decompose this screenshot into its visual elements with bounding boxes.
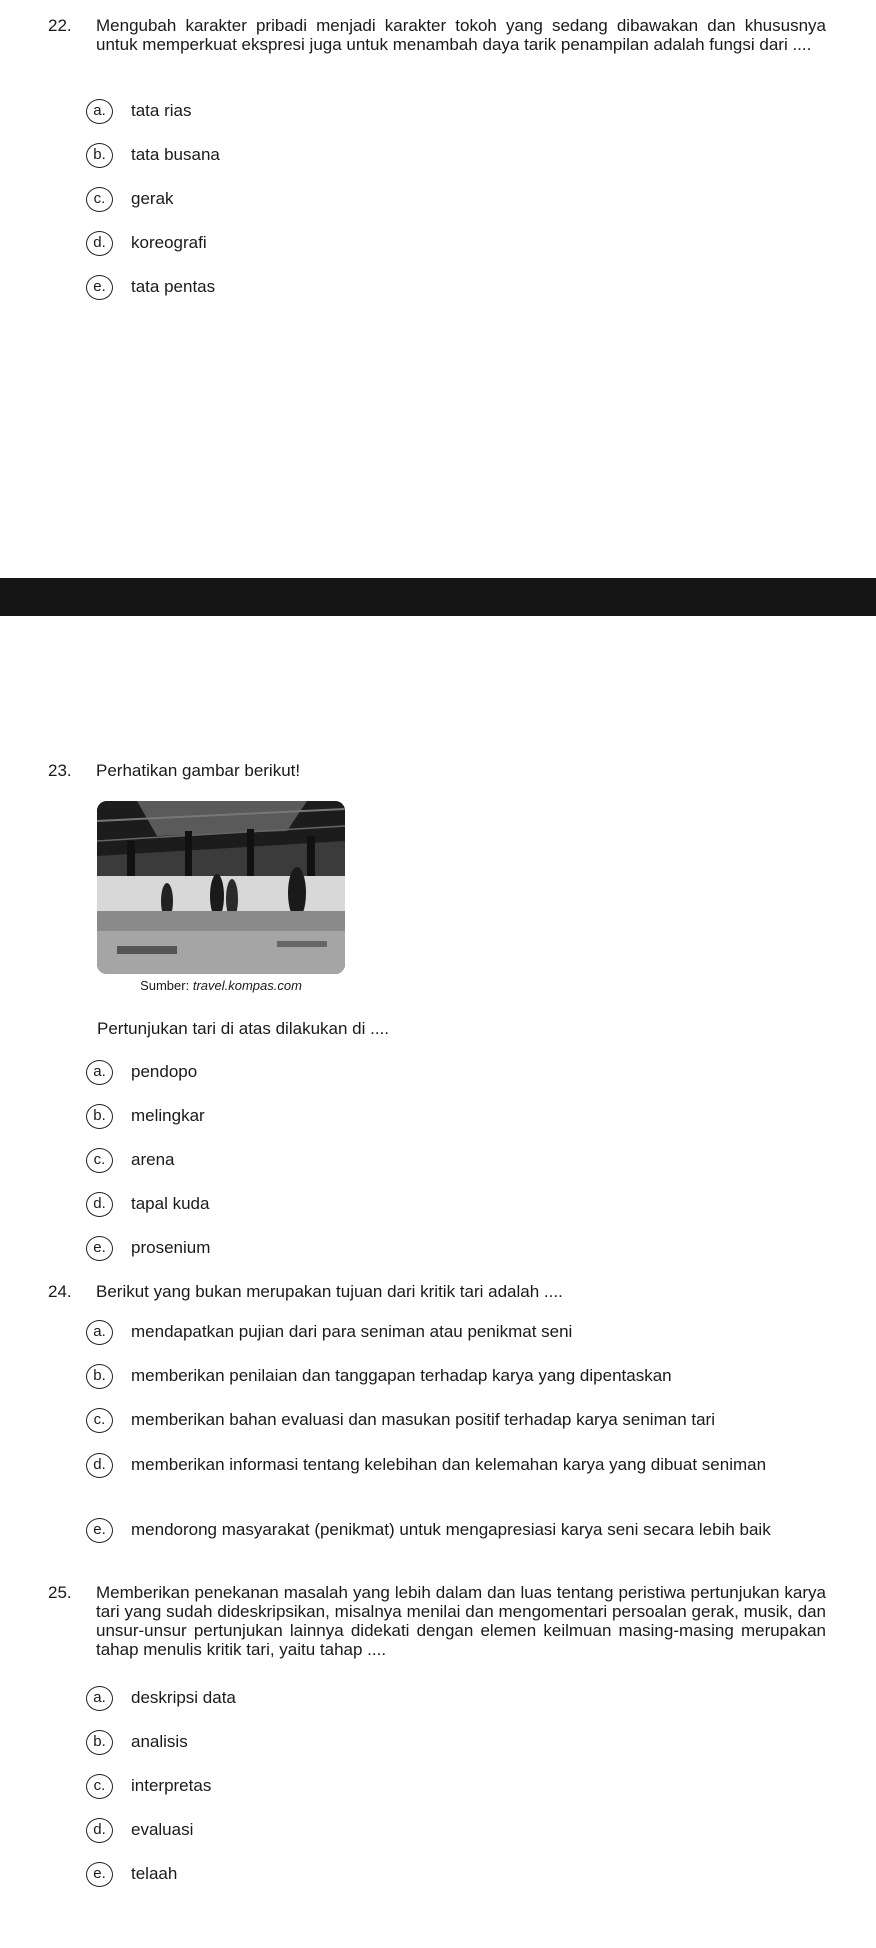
photo-caption bbox=[97, 978, 345, 993]
question-number: 24. bbox=[48, 1282, 72, 1301]
option-text: memberikan bahan evaluasi dan masukan positif terhadap karya seniman tari bbox=[131, 1410, 715, 1429]
option-a[interactable] bbox=[86, 1320, 786, 1346]
option-letter: c. bbox=[86, 1408, 113, 1433]
option-text: tata busana bbox=[131, 145, 220, 164]
question-text: Mengubah karakter pribadi menjadi karakter tokoh yang sedang dibawakan dan khususnya untuk memperkuat ekspresi juga untuk menambah daya tarik penampilan adalah fungsi dari .... bbox=[96, 16, 826, 54]
option-letter: c. bbox=[86, 1148, 113, 1173]
option-letter: d. bbox=[86, 1192, 113, 1217]
option-b[interactable] bbox=[86, 143, 786, 169]
option-letter: e. bbox=[86, 1236, 113, 1261]
option-text: mendapatkan pujian dari para seniman atau penikmat seni bbox=[131, 1322, 573, 1341]
option-text: tata pentas bbox=[131, 277, 216, 296]
option-d[interactable] bbox=[86, 1192, 786, 1218]
question-text: Memberikan penekanan masalah yang lebih dalam dan luas tentang peristiwa pertunjukan karya tari yang sudah dideskripsikan, misalnya menilai dan mengomentari persoalan gerak, musik, dan unsur-unsur pertunjukan lainnya didekati dengan elemen keilmuan masing-masing merupakan tahap menulis kritik tari, yaitu tahap .... bbox=[96, 1583, 826, 1659]
option-e[interactable] bbox=[86, 1862, 786, 1888]
option-text: memberikan informasi tentang kelebihan dan kelemahan karya yang dibuat seniman bbox=[131, 1455, 767, 1474]
option-text: prosenium bbox=[131, 1238, 211, 1257]
question-number: 22. bbox=[48, 16, 72, 35]
option-e[interactable] bbox=[86, 1236, 786, 1262]
question-23 bbox=[48, 761, 788, 783]
option-text: evaluasi bbox=[131, 1820, 194, 1839]
option-b[interactable] bbox=[86, 1364, 786, 1390]
option-text: koreografi bbox=[131, 233, 207, 252]
pendopo-photo-illustration bbox=[97, 801, 345, 974]
option-a[interactable] bbox=[86, 1686, 786, 1712]
option-c[interactable] bbox=[86, 187, 786, 213]
option-letter: b. bbox=[86, 1730, 113, 1755]
question-number: 25. bbox=[48, 1583, 72, 1602]
option-d[interactable] bbox=[86, 231, 786, 257]
option-letter: b. bbox=[86, 143, 113, 168]
option-text: interpretas bbox=[131, 1776, 212, 1795]
option-letter: a. bbox=[86, 1320, 113, 1345]
option-text: memberikan penilaian dan tanggapan terhadap karya yang dipentaskan bbox=[131, 1366, 672, 1385]
option-letter: d. bbox=[86, 1818, 113, 1843]
question-22 bbox=[48, 16, 826, 76]
option-e[interactable] bbox=[86, 275, 786, 301]
option-letter: b. bbox=[86, 1104, 113, 1129]
option-letter: e. bbox=[86, 1862, 113, 1887]
option-b[interactable] bbox=[86, 1104, 786, 1130]
option-a[interactable] bbox=[86, 99, 786, 125]
option-b[interactable] bbox=[86, 1730, 786, 1756]
option-text: mendorong masyarakat (penikmat) untuk mengapresiasi karya seni secara lebih baik bbox=[131, 1520, 771, 1539]
option-letter: d. bbox=[86, 231, 113, 256]
option-text: pendopo bbox=[131, 1062, 198, 1081]
page-divider bbox=[0, 578, 876, 616]
option-text: gerak bbox=[131, 189, 174, 208]
option-text: arena bbox=[131, 1150, 175, 1169]
option-letter: c. bbox=[86, 1774, 113, 1799]
option-e[interactable] bbox=[86, 1518, 786, 1562]
caption-prefix: Sumber: bbox=[140, 978, 193, 993]
question-24 bbox=[48, 1282, 788, 1304]
option-letter: e. bbox=[86, 1518, 113, 1543]
option-text: deskripsi data bbox=[131, 1688, 236, 1707]
option-letter: c. bbox=[86, 187, 113, 212]
option-letter: a. bbox=[86, 1060, 113, 1085]
option-letter: a. bbox=[86, 99, 113, 124]
option-letter: b. bbox=[86, 1364, 113, 1389]
question-stem: Pertunjukan tari di atas dilakukan di .... bbox=[97, 1019, 389, 1038]
option-text: tapal kuda bbox=[131, 1194, 210, 1213]
option-text: analisis bbox=[131, 1732, 188, 1751]
option-c[interactable] bbox=[86, 1774, 786, 1800]
option-a[interactable] bbox=[86, 1060, 786, 1086]
option-letter: d. bbox=[86, 1453, 113, 1478]
option-c[interactable] bbox=[86, 1408, 786, 1434]
caption-source: travel.kompas.com bbox=[192, 978, 302, 993]
dance-performance-photo bbox=[97, 801, 345, 974]
option-d[interactable] bbox=[86, 1818, 786, 1844]
question-text: Berikut yang bukan merupakan tujuan dari kritik tari adalah .... bbox=[96, 1282, 563, 1301]
question-number: 23. bbox=[48, 761, 72, 780]
option-text: melingkar bbox=[131, 1106, 205, 1125]
question-text: Perhatikan gambar berikut! bbox=[96, 761, 301, 780]
option-letter: e. bbox=[86, 275, 113, 300]
option-letter: a. bbox=[86, 1686, 113, 1711]
question-25 bbox=[48, 1583, 826, 1663]
option-c[interactable] bbox=[86, 1148, 786, 1174]
option-d[interactable] bbox=[86, 1453, 786, 1497]
option-text: telaah bbox=[131, 1864, 178, 1883]
option-text: tata rias bbox=[131, 101, 192, 120]
